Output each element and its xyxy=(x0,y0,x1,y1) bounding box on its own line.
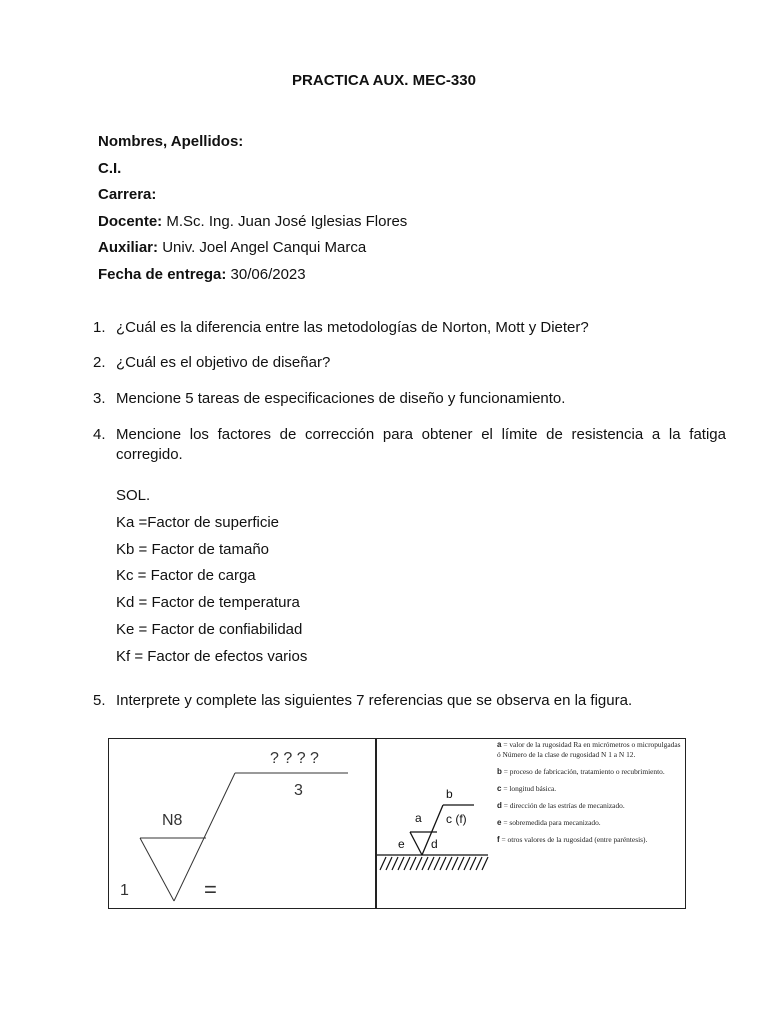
question-number: 3. xyxy=(93,390,106,407)
legend-key: f xyxy=(497,835,500,844)
names-label: Nombres, Apellidos: xyxy=(98,133,244,150)
factor-kf: Kf = Factor de efectos varios xyxy=(116,647,308,665)
solution-block xyxy=(116,486,307,674)
assistant-row xyxy=(98,238,407,264)
corner-number: 1 xyxy=(120,882,129,899)
date-label: Fecha de entrega: xyxy=(98,265,227,283)
roughness-class: N8 xyxy=(162,812,183,829)
factor-ke: Ke = Factor de confiabilidad xyxy=(116,620,303,638)
legend-text: = valor de la rugosidad Ra en micrómetros o micropulgadas ó Número de la clase de rugosidad N 1 a N 12. xyxy=(497,740,681,759)
legend-key: d xyxy=(497,801,502,810)
career-row xyxy=(98,185,407,211)
legend-item-c xyxy=(497,784,683,794)
question-text: ¿Cuál es la diferencia entre las metodologías de Norton, Mott y Dieter? xyxy=(116,319,589,336)
student-info xyxy=(98,132,407,291)
label-c-f: c (f) xyxy=(446,812,467,826)
legend-text: = sobremedida para mecanizado. xyxy=(503,818,601,827)
teacher-label: Docente: xyxy=(98,212,163,230)
factor-ka: Ka =Factor de superficie xyxy=(116,513,280,531)
legend-item-e xyxy=(497,818,683,828)
assistant-label: Auxiliar: xyxy=(98,239,159,256)
legend-key: e xyxy=(497,818,502,827)
question-number: 2. xyxy=(93,354,106,371)
label-e: e xyxy=(398,837,405,851)
legend-key: c xyxy=(497,784,502,793)
lay-symbol: = xyxy=(204,877,217,902)
legend-text: = dirección de las estrías de mecanizado. xyxy=(503,801,625,810)
legend-item-b xyxy=(497,767,683,777)
teacher-value: M.Sc. Ing. Juan José Iglesias Flores xyxy=(166,212,408,230)
factor-kc: Kc = Factor de carga xyxy=(116,567,256,585)
factor-kd: Kd = Factor de temperatura xyxy=(116,594,300,612)
question-number: 1. xyxy=(93,319,106,336)
question-number: 4. xyxy=(93,426,106,443)
solution-label: SOL. xyxy=(116,487,151,504)
question-text: Mencione 5 tareas de especificaciones de diseño y funcionamiento. xyxy=(116,390,566,407)
question-number: 5. xyxy=(93,692,106,709)
names-row xyxy=(98,132,407,158)
unknown-marks: ? ? ? ? xyxy=(270,750,319,767)
question-text: ¿Cuál es el objetivo de diseñar? xyxy=(116,354,331,371)
ci-label: C.I. xyxy=(98,159,122,177)
page-title: PRACTICA AUX. MEC-330 xyxy=(292,72,476,89)
factor-kb: Kb = Factor de tamaño xyxy=(116,540,270,558)
legend-item-a xyxy=(497,740,683,760)
legend-text: = longitud básica. xyxy=(503,784,557,793)
legend-key: b xyxy=(497,767,502,776)
label-b: b xyxy=(446,787,453,801)
ci-row xyxy=(98,159,407,185)
legend-item-d xyxy=(497,801,683,811)
legend-text: = otros valores de la rugosidad (entre paréntesis). xyxy=(501,835,648,844)
legend-key: a xyxy=(497,740,502,749)
assistant-value: Univ. Joel Angel Canqui Marca xyxy=(162,239,367,256)
teacher-row xyxy=(98,212,407,238)
date-value: 30/06/2023 xyxy=(230,265,306,283)
label-d: d xyxy=(431,837,438,851)
career-label: Carrera: xyxy=(98,186,157,203)
legend-item-f xyxy=(497,835,683,845)
question-text: Mencione los factores de corrección para obtener el límite de resistencia a la fatiga corregido. xyxy=(116,426,726,463)
under-line-value: 3 xyxy=(294,782,303,799)
figure-legend xyxy=(497,740,683,852)
figure-divider xyxy=(375,739,377,908)
legend-text: = proceso de fabricación, tratamiento o recubrimiento. xyxy=(503,767,665,776)
question-text: Interprete y complete las siguientes 7 referencias que se observa en la figura. xyxy=(116,692,633,709)
label-a: a xyxy=(415,811,422,825)
date-row xyxy=(98,265,407,291)
